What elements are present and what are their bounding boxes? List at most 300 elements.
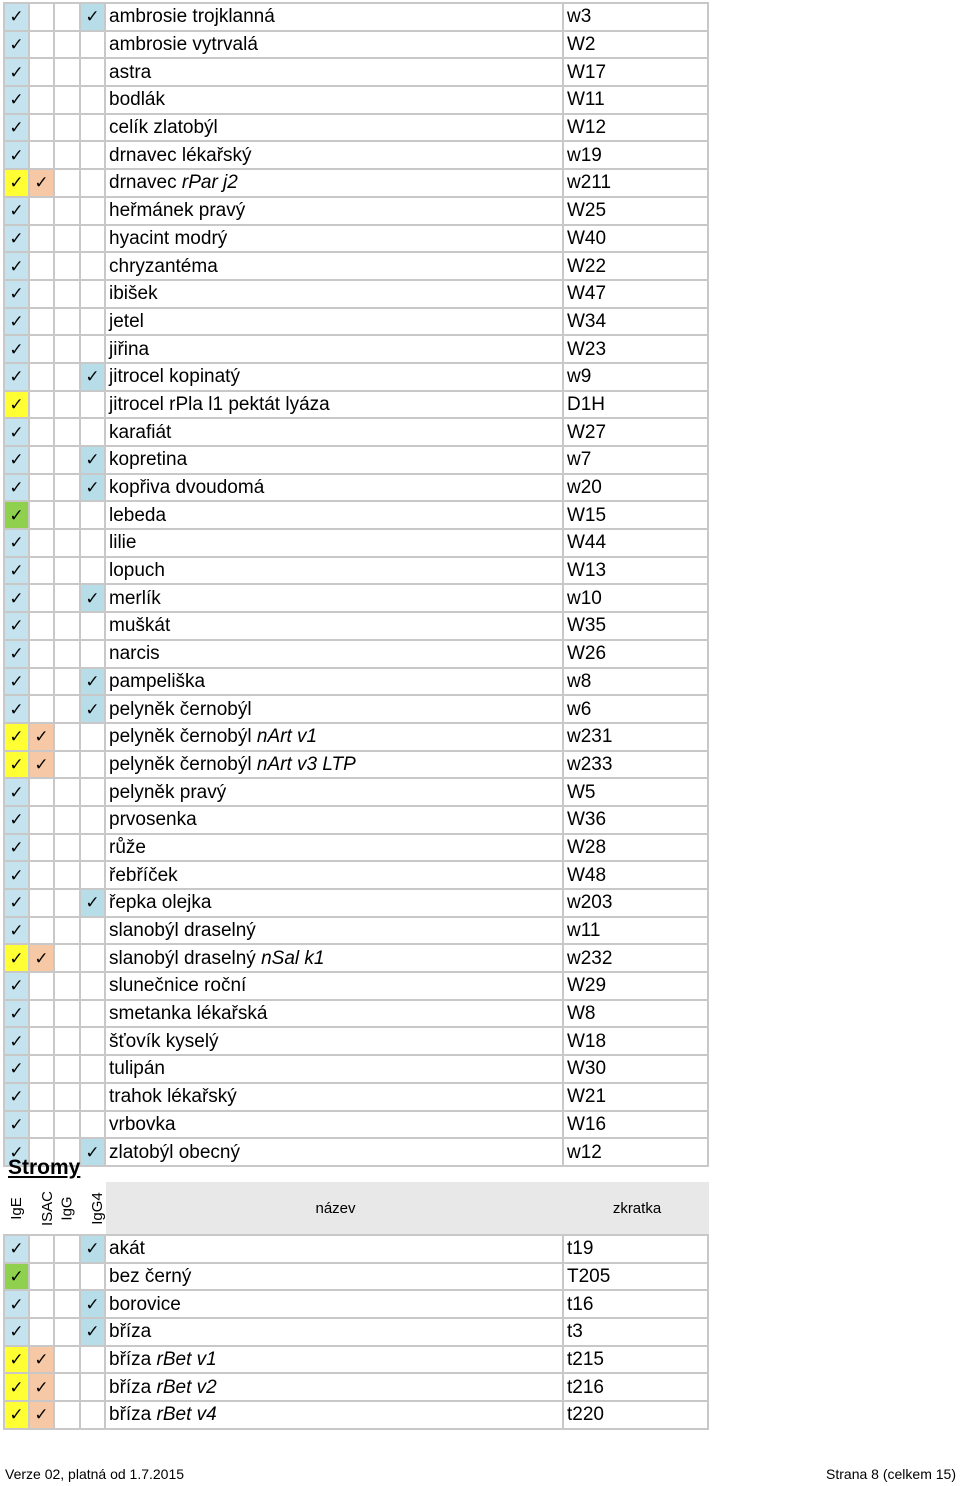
table-row [4, 1055, 708, 1083]
isac-check-icon: ✓ [29, 1373, 54, 1401]
allergen-code: w8 [563, 668, 708, 696]
ige-check-icon: ✓ [4, 1000, 29, 1028]
table-row [4, 1346, 708, 1374]
ige-check-icon: ✓ [4, 1373, 29, 1401]
igg-cell [54, 668, 80, 696]
igg4-check-icon: ✓ [80, 889, 105, 917]
ige-check-icon: ✓ [4, 1083, 29, 1111]
allergen-code: t3 [563, 1318, 708, 1346]
igg-cell [54, 1000, 80, 1028]
table-row [4, 86, 708, 114]
igg-cell [54, 778, 80, 806]
allergen-code: W48 [563, 861, 708, 889]
allergen-code: t19 [563, 1235, 708, 1263]
weeds-allergen-table [3, 2, 709, 1167]
isac-check-icon [29, 529, 54, 557]
ige-check-icon: ✓ [4, 1111, 29, 1139]
table-row [4, 1263, 708, 1291]
allergen-code: t16 [563, 1290, 708, 1318]
igg4-check-icon [80, 252, 105, 280]
isac-check-icon [29, 197, 54, 225]
igg-cell [54, 418, 80, 446]
allergen-name: karafiát [105, 418, 563, 446]
allergen-code: w231 [563, 723, 708, 751]
allergen-name: drnavec lékařský [105, 141, 563, 169]
isac-check-icon [29, 695, 54, 723]
allergen-code: D1H [563, 391, 708, 419]
isac-check-icon [29, 225, 54, 253]
table-row [4, 308, 708, 336]
igg4-check-icon [80, 501, 105, 529]
igg4-check-icon [80, 141, 105, 169]
allergen-code: W8 [563, 1000, 708, 1028]
footer-page-number: Strana 8 (celkem 15) [826, 1466, 956, 1482]
table-row [4, 889, 708, 917]
igg4-check-icon [80, 557, 105, 585]
ige-check-icon: ✓ [4, 1401, 29, 1429]
allergen-name: astra [105, 58, 563, 86]
ige-check-icon: ✓ [4, 225, 29, 253]
igg-cell [54, 1263, 80, 1291]
table-row [4, 917, 708, 945]
igg-cell [54, 474, 80, 502]
ige-check-icon: ✓ [4, 584, 29, 612]
igg-cell [54, 225, 80, 253]
ige-check-icon: ✓ [4, 1027, 29, 1055]
isac-check-icon [29, 640, 54, 668]
igg-cell [54, 1318, 80, 1346]
allergen-code: W2 [563, 31, 708, 59]
allergen-code: t216 [563, 1373, 708, 1401]
allergen-code: T205 [563, 1263, 708, 1291]
isac-check-icon [29, 1027, 54, 1055]
igg4-check-icon [80, 31, 105, 59]
igg4-check-icon [80, 1401, 105, 1429]
igg4-check-icon: ✓ [80, 3, 105, 31]
igg-cell [54, 1373, 80, 1401]
table-row [4, 141, 708, 169]
table-row [4, 1027, 708, 1055]
ige-check-icon: ✓ [4, 169, 29, 197]
allergen-code: W29 [563, 972, 708, 1000]
allergen-name: pelyněk černobýl nArt v1 [105, 723, 563, 751]
ige-check-icon: ✓ [4, 252, 29, 280]
allergen-code: w11 [563, 917, 708, 945]
isac-check-icon [29, 861, 54, 889]
isac-check-icon [29, 612, 54, 640]
igg4-check-icon [80, 529, 105, 557]
isac-check-icon [29, 446, 54, 474]
allergen-name: bříza [105, 1318, 563, 1346]
igg-cell [54, 114, 80, 142]
igg-cell [54, 363, 80, 391]
table-row [4, 612, 708, 640]
igg4-check-icon [80, 1000, 105, 1028]
igg4-check-icon [80, 169, 105, 197]
igg-cell [54, 557, 80, 585]
ige-check-icon: ✓ [4, 1318, 29, 1346]
igg-cell [54, 695, 80, 723]
allergen-name: trahok lékařský [105, 1083, 563, 1111]
allergen-name: drnavec rPar j2 [105, 169, 563, 197]
ige-check-icon: ✓ [4, 335, 29, 363]
igg4-check-icon [80, 114, 105, 142]
allergen-code: W34 [563, 308, 708, 336]
table-row [4, 31, 708, 59]
isac-check-icon [29, 1263, 54, 1291]
ige-check-icon: ✓ [4, 31, 29, 59]
table-row [4, 363, 708, 391]
allergen-name: zlatobýl obecný [105, 1138, 563, 1166]
allergen-code: W28 [563, 834, 708, 862]
igg4-check-icon [80, 612, 105, 640]
allergen-code: w6 [563, 695, 708, 723]
ige-check-icon: ✓ [4, 501, 29, 529]
allergen-name: bříza rBet v1 [105, 1346, 563, 1374]
allergen-name: tulipán [105, 1055, 563, 1083]
allergen-code: W18 [563, 1027, 708, 1055]
igg-cell [54, 1083, 80, 1111]
ige-check-icon: ✓ [4, 363, 29, 391]
ige-check-icon: ✓ [4, 1235, 29, 1263]
allergen-code: W25 [563, 197, 708, 225]
header-igg: IgG [54, 1183, 80, 1233]
igg4-check-icon: ✓ [80, 1235, 105, 1263]
allergen-name: jitrocel rPla l1 pektát lyáza [105, 391, 563, 419]
ige-check-icon: ✓ [4, 557, 29, 585]
isac-check-icon [29, 806, 54, 834]
igg-cell [54, 1111, 80, 1139]
ige-check-icon: ✓ [4, 474, 29, 502]
igg-cell [54, 391, 80, 419]
isac-check-icon [29, 778, 54, 806]
isac-check-icon [29, 418, 54, 446]
isac-check-icon [29, 1290, 54, 1318]
table-row [4, 225, 708, 253]
igg4-check-icon [80, 944, 105, 972]
allergen-code: W22 [563, 252, 708, 280]
igg4-check-icon [80, 86, 105, 114]
allergen-code: W35 [563, 612, 708, 640]
table-row [4, 1235, 708, 1263]
allergen-name: muškát [105, 612, 563, 640]
igg4-check-icon [80, 280, 105, 308]
igg4-check-icon [80, 861, 105, 889]
table-row [4, 584, 708, 612]
allergen-code: W16 [563, 1111, 708, 1139]
allergen-code: t215 [563, 1346, 708, 1374]
footer-version: Verze 02, platná od 1.7.2015 [5, 1466, 185, 1482]
igg-cell [54, 141, 80, 169]
allergen-name: pelyněk černobýl [105, 695, 563, 723]
igg-cell [54, 1290, 80, 1318]
igg4-check-icon [80, 1027, 105, 1055]
isac-check-icon [29, 889, 54, 917]
allergen-code: W40 [563, 225, 708, 253]
allergen-name: narcis [105, 640, 563, 668]
allergen-code: W47 [563, 280, 708, 308]
ige-check-icon: ✓ [4, 861, 29, 889]
allergen-name: lebeda [105, 501, 563, 529]
igg4-check-icon: ✓ [80, 1138, 105, 1166]
igg4-check-icon [80, 723, 105, 751]
ige-check-icon: ✓ [4, 834, 29, 862]
igg4-check-icon [80, 391, 105, 419]
igg4-check-icon [80, 751, 105, 779]
isac-check-icon [29, 114, 54, 142]
isac-check-icon [29, 141, 54, 169]
table-row [4, 1373, 708, 1401]
allergen-name: chryzantéma [105, 252, 563, 280]
table-row [4, 169, 708, 197]
igg-cell [54, 640, 80, 668]
isac-check-icon: ✓ [29, 1401, 54, 1429]
ige-check-icon: ✓ [4, 751, 29, 779]
ige-check-icon: ✓ [4, 418, 29, 446]
table-row [4, 640, 708, 668]
ige-check-icon: ✓ [4, 640, 29, 668]
allergen-name: akát [105, 1235, 563, 1263]
header-code: zkratka [566, 1183, 708, 1233]
allergen-code: w232 [563, 944, 708, 972]
igg4-check-icon [80, 308, 105, 336]
igg4-check-icon: ✓ [80, 474, 105, 502]
ige-check-icon: ✓ [4, 114, 29, 142]
ige-check-icon: ✓ [4, 972, 29, 1000]
ige-check-icon: ✓ [4, 889, 29, 917]
allergen-name: kopretina [105, 446, 563, 474]
isac-check-icon [29, 474, 54, 502]
ige-check-icon: ✓ [4, 1263, 29, 1291]
ige-check-icon: ✓ [4, 529, 29, 557]
allergen-code: W23 [563, 335, 708, 363]
igg4-check-icon [80, 58, 105, 86]
allergen-name: bříza rBet v2 [105, 1373, 563, 1401]
allergen-name: bodlák [105, 86, 563, 114]
igg4-check-icon [80, 225, 105, 253]
ige-check-icon: ✓ [4, 695, 29, 723]
allergen-name: pelyněk černobýl nArt v3 LTP [105, 751, 563, 779]
header-igg4: IgG4 [80, 1183, 105, 1233]
igg-cell [54, 723, 80, 751]
igg-cell [54, 335, 80, 363]
table-row [4, 3, 708, 31]
isac-check-icon [29, 252, 54, 280]
igg4-check-icon [80, 1346, 105, 1374]
igg-cell [54, 944, 80, 972]
igg-cell [54, 1055, 80, 1083]
igg4-check-icon: ✓ [80, 584, 105, 612]
allergen-code: W36 [563, 806, 708, 834]
table-row [4, 972, 708, 1000]
igg-cell [54, 584, 80, 612]
allergen-code: W17 [563, 58, 708, 86]
igg4-check-icon [80, 1263, 105, 1291]
igg-cell [54, 751, 80, 779]
allergen-name: lopuch [105, 557, 563, 585]
igg-cell [54, 529, 80, 557]
allergen-code: W21 [563, 1083, 708, 1111]
igg4-check-icon [80, 640, 105, 668]
isac-check-icon [29, 917, 54, 945]
allergen-name: bez černý [105, 1263, 563, 1291]
table-row [4, 114, 708, 142]
allergen-code: W44 [563, 529, 708, 557]
allergen-code: w19 [563, 141, 708, 169]
isac-check-icon [29, 58, 54, 86]
igg-cell [54, 1027, 80, 1055]
table-row [4, 695, 708, 723]
ige-check-icon: ✓ [4, 723, 29, 751]
igg-cell [54, 1401, 80, 1429]
table-row [4, 668, 708, 696]
allergen-name: řepka olejka [105, 889, 563, 917]
igg-cell [54, 1346, 80, 1374]
allergen-name: řebříček [105, 861, 563, 889]
table-row [4, 1111, 708, 1139]
ige-check-icon: ✓ [4, 391, 29, 419]
allergen-name: lilie [105, 529, 563, 557]
table-row [4, 1138, 708, 1166]
table-row [4, 1318, 708, 1346]
igg-cell [54, 31, 80, 59]
isac-check-icon [29, 31, 54, 59]
igg-cell [54, 501, 80, 529]
allergen-name: prvosenka [105, 806, 563, 834]
allergen-name: ibišek [105, 280, 563, 308]
table-row [4, 197, 708, 225]
isac-check-icon [29, 3, 54, 31]
section-title-trees: Stromy [8, 1156, 81, 1179]
table-row [4, 529, 708, 557]
table-row [4, 280, 708, 308]
igg-cell [54, 917, 80, 945]
isac-check-icon [29, 86, 54, 114]
igg4-check-icon [80, 834, 105, 862]
table-row [4, 778, 708, 806]
allergen-code: W5 [563, 778, 708, 806]
allergen-code: W13 [563, 557, 708, 585]
isac-check-icon [29, 972, 54, 1000]
allergen-code: w12 [563, 1138, 708, 1166]
igg-cell [54, 1235, 80, 1263]
ige-check-icon: ✓ [4, 1055, 29, 1083]
table-row [4, 335, 708, 363]
igg4-check-icon: ✓ [80, 695, 105, 723]
ige-check-icon: ✓ [4, 141, 29, 169]
allergen-name: jitrocel kopinatý [105, 363, 563, 391]
allergen-code: W27 [563, 418, 708, 446]
igg4-check-icon [80, 1055, 105, 1083]
isac-check-icon [29, 584, 54, 612]
table-row [4, 252, 708, 280]
allergen-code: w211 [563, 169, 708, 197]
ige-check-icon: ✓ [4, 612, 29, 640]
table-row [4, 944, 708, 972]
ige-check-icon: ✓ [4, 1138, 29, 1166]
isac-check-icon [29, 280, 54, 308]
table-row [4, 1083, 708, 1111]
igg-cell [54, 197, 80, 225]
igg4-check-icon [80, 806, 105, 834]
table-row [4, 1290, 708, 1318]
table-row [4, 446, 708, 474]
ige-check-icon: ✓ [4, 778, 29, 806]
allergen-name: vrbovka [105, 1111, 563, 1139]
allergen-name: slanobýl draselný nSal k1 [105, 944, 563, 972]
allergen-name: jetel [105, 308, 563, 336]
igg4-check-icon: ✓ [80, 1318, 105, 1346]
allergen-code: w9 [563, 363, 708, 391]
isac-check-icon [29, 308, 54, 336]
ige-check-icon: ✓ [4, 1290, 29, 1318]
igg4-check-icon: ✓ [80, 668, 105, 696]
isac-check-icon: ✓ [29, 1346, 54, 1374]
isac-check-icon [29, 557, 54, 585]
isac-check-icon [29, 1055, 54, 1083]
header-isac: ISAC [29, 1183, 54, 1233]
allergen-name: celík zlatobýl [105, 114, 563, 142]
trees-header-row [3, 1182, 709, 1234]
isac-check-icon [29, 363, 54, 391]
table-row [4, 751, 708, 779]
trees-allergen-table [3, 1234, 709, 1430]
ige-check-icon: ✓ [4, 944, 29, 972]
table-row [4, 861, 708, 889]
ige-check-icon: ✓ [4, 1346, 29, 1374]
ige-check-icon: ✓ [4, 86, 29, 114]
igg4-check-icon [80, 972, 105, 1000]
igg-cell [54, 58, 80, 86]
table-row [4, 834, 708, 862]
table-row [4, 1401, 708, 1429]
isac-check-icon [29, 391, 54, 419]
allergen-name: hyacint modrý [105, 225, 563, 253]
igg-cell [54, 446, 80, 474]
igg-cell [54, 834, 80, 862]
igg4-check-icon: ✓ [80, 446, 105, 474]
table-row [4, 58, 708, 86]
ige-check-icon: ✓ [4, 3, 29, 31]
isac-check-icon: ✓ [29, 751, 54, 779]
igg-cell [54, 861, 80, 889]
allergen-name: borovice [105, 1290, 563, 1318]
ige-check-icon: ✓ [4, 308, 29, 336]
allergen-code: w20 [563, 474, 708, 502]
ige-check-icon: ✓ [4, 58, 29, 86]
allergen-name: kopřiva dvoudomá [105, 474, 563, 502]
isac-check-icon [29, 335, 54, 363]
table-row [4, 418, 708, 446]
igg-cell [54, 612, 80, 640]
ige-check-icon: ✓ [4, 806, 29, 834]
ige-check-icon: ✓ [4, 280, 29, 308]
isac-check-icon: ✓ [29, 944, 54, 972]
isac-check-icon: ✓ [29, 723, 54, 751]
allergen-code: W12 [563, 114, 708, 142]
isac-check-icon [29, 1235, 54, 1263]
igg4-check-icon [80, 778, 105, 806]
isac-check-icon [29, 668, 54, 696]
igg4-check-icon [80, 1111, 105, 1139]
allergen-code: W15 [563, 501, 708, 529]
igg4-check-icon: ✓ [80, 1290, 105, 1318]
allergen-name: bříza rBet v4 [105, 1401, 563, 1429]
table-row [4, 1000, 708, 1028]
isac-check-icon [29, 834, 54, 862]
igg4-check-icon [80, 335, 105, 363]
allergen-code: W11 [563, 86, 708, 114]
